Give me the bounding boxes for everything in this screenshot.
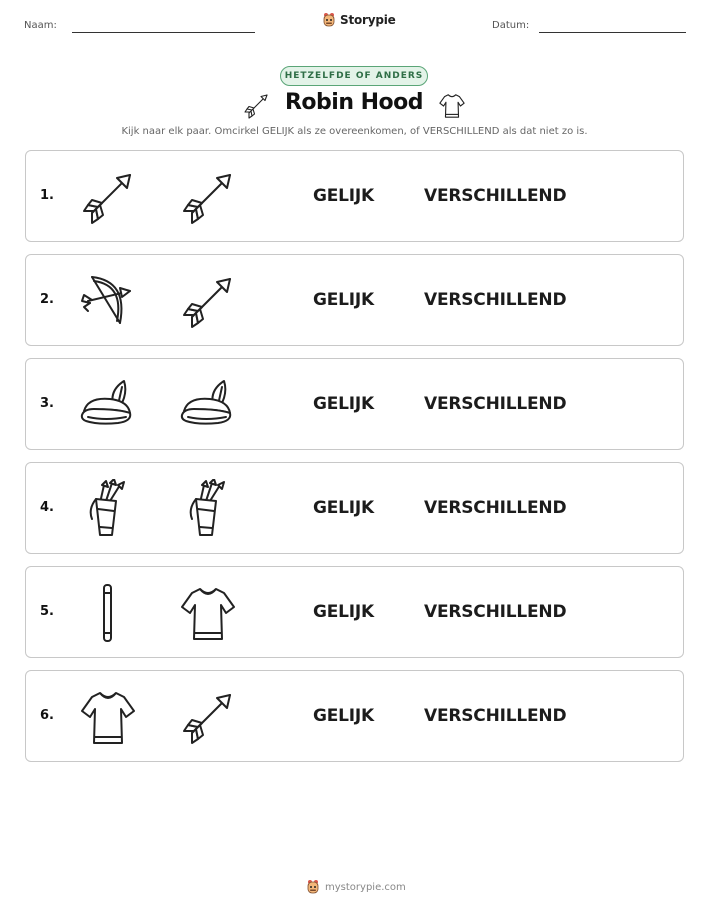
date-line[interactable] xyxy=(539,32,686,33)
activity-badge: HETZELFDE OF ANDERS xyxy=(280,66,428,86)
tunic-icon xyxy=(78,687,138,747)
option-same[interactable]: GELIJK xyxy=(313,706,375,726)
pair-row-4 xyxy=(25,462,684,554)
pair-row-5 xyxy=(25,566,684,658)
option-same[interactable]: GELIJK xyxy=(313,602,375,622)
storypie-mascot-icon xyxy=(306,879,320,895)
option-same[interactable]: GELIJK xyxy=(313,498,375,518)
footer xyxy=(306,879,406,895)
quiver-icon xyxy=(78,479,138,539)
row-number: 1. xyxy=(40,188,54,203)
worksheet-header xyxy=(0,0,709,50)
option-different[interactable]: VERSCHILLEND xyxy=(424,706,567,726)
option-same[interactable]: GELIJK xyxy=(313,394,375,414)
option-different[interactable]: VERSCHILLEND xyxy=(424,394,567,414)
instructions-text: Kijk naar elk paar. Omcirkel GELIJK als ze overeenkomen, of VERSCHILLEND als dat niet zo is. xyxy=(121,126,588,137)
option-same[interactable]: GELIJK xyxy=(313,290,375,310)
footer-url[interactable]: mystorypie.com xyxy=(325,881,406,893)
arrow-icon xyxy=(178,687,238,747)
feathered-hat-icon xyxy=(78,375,138,435)
quiver-icon xyxy=(178,479,238,539)
row-number: 6. xyxy=(40,708,54,723)
feathered-hat-icon xyxy=(178,375,238,435)
row-number: 3. xyxy=(40,396,54,411)
name-label: Naam: xyxy=(24,20,57,31)
tunic-icon xyxy=(438,90,466,122)
row-number: 2. xyxy=(40,292,54,307)
row-number: 4. xyxy=(40,500,54,515)
arrow-icon xyxy=(78,167,138,227)
option-different[interactable]: VERSCHILLEND xyxy=(424,498,567,518)
storypie-mascot-icon xyxy=(322,12,336,28)
bow-and-arrow-icon xyxy=(78,271,138,331)
option-different[interactable]: VERSCHILLEND xyxy=(424,186,567,206)
tunic-icon xyxy=(178,583,238,643)
pair-row-6 xyxy=(25,670,684,762)
staff-icon xyxy=(78,583,138,643)
worksheet-title: Robin Hood xyxy=(284,90,424,115)
pair-row-1 xyxy=(25,150,684,242)
option-different[interactable]: VERSCHILLEND xyxy=(424,290,567,310)
option-different[interactable]: VERSCHILLEND xyxy=(424,602,567,622)
arrow-icon xyxy=(178,271,238,331)
brand-name: Storypie xyxy=(340,13,396,27)
pair-row-2 xyxy=(25,254,684,346)
name-line[interactable] xyxy=(72,32,255,33)
arrow-icon xyxy=(178,167,238,227)
date-label: Datum: xyxy=(492,20,530,31)
pair-row-3 xyxy=(25,358,684,450)
option-same[interactable]: GELIJK xyxy=(313,186,375,206)
brand-logo xyxy=(322,12,396,28)
row-number: 5. xyxy=(40,604,54,619)
